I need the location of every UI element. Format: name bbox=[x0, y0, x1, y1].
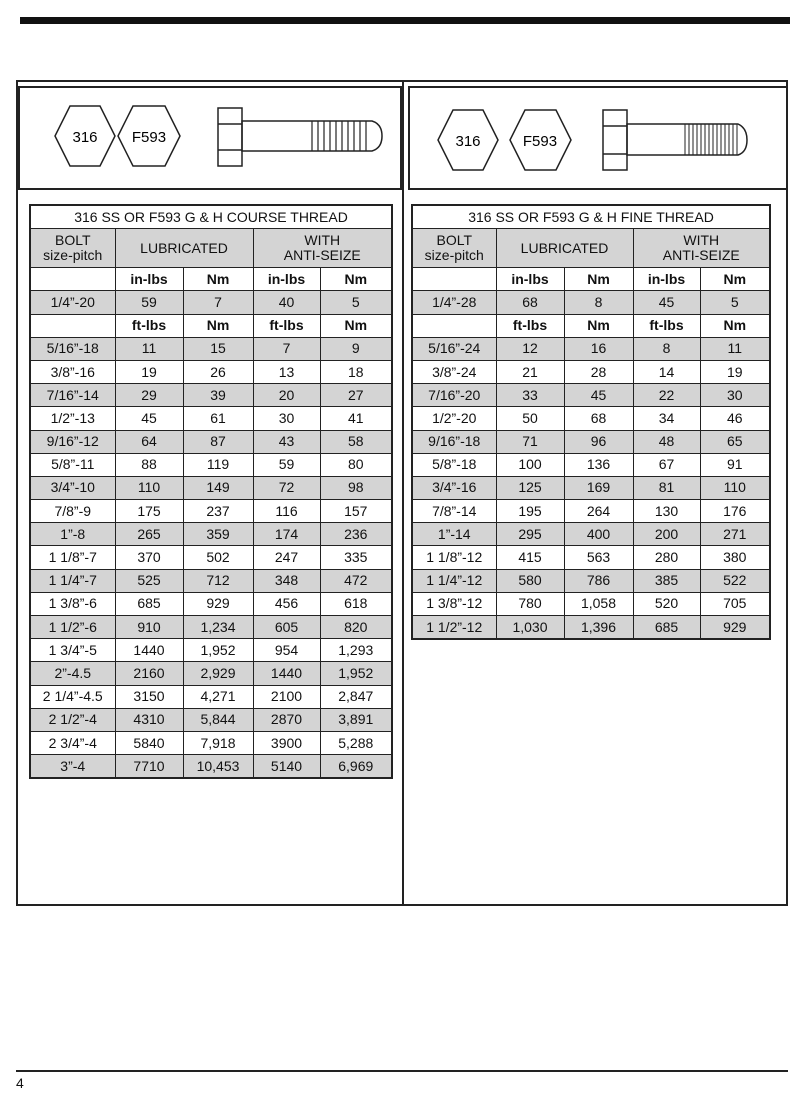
bolt-size-cell: 5/8”-18 bbox=[412, 453, 496, 476]
value-cell: 30 bbox=[700, 384, 770, 407]
bolt-size-cell: 5/16”-18 bbox=[30, 337, 115, 360]
bolt-size-cell: 1”-14 bbox=[412, 523, 496, 546]
value-cell: 10,453 bbox=[183, 755, 253, 779]
fine-thread-table bbox=[411, 204, 771, 640]
bolt-size-cell: 2 1/2”-4 bbox=[30, 708, 115, 731]
value-cell: 400 bbox=[564, 523, 633, 546]
bolt-size-cell: 1 1/2”-12 bbox=[412, 616, 496, 640]
value-cell: 264 bbox=[564, 500, 633, 523]
bolt-size-cell: 1/4”-20 bbox=[30, 291, 115, 314]
bolt-size-cell: 1 3/4”-5 bbox=[30, 639, 115, 662]
value-cell: 929 bbox=[183, 592, 253, 615]
table-row bbox=[30, 569, 392, 592]
value-cell: 1440 bbox=[253, 662, 320, 685]
value-cell: 87 bbox=[183, 430, 253, 453]
table-row bbox=[30, 731, 392, 754]
bolt-size-cell: 5/16”-24 bbox=[412, 337, 496, 360]
value-cell: 65 bbox=[700, 430, 770, 453]
value-cell: 522 bbox=[700, 569, 770, 592]
value-cell: 618 bbox=[320, 592, 392, 615]
value-cell: 3900 bbox=[253, 731, 320, 754]
value-cell: 45 bbox=[633, 291, 700, 314]
bolt-size-cell: 2 1/4”-4.5 bbox=[30, 685, 115, 708]
value-cell: 5140 bbox=[253, 755, 320, 779]
value-cell: 71 bbox=[496, 430, 564, 453]
value-cell: 16 bbox=[564, 337, 633, 360]
value-cell: 5 bbox=[700, 291, 770, 314]
value-cell: 34 bbox=[633, 407, 700, 430]
value-cell: 67 bbox=[633, 453, 700, 476]
bolt-size-cell: 1 3/8”-6 bbox=[30, 592, 115, 615]
fine-thread-diagram bbox=[408, 86, 788, 190]
bolt-size-cell: 1 1/2”-6 bbox=[30, 616, 115, 639]
value-cell: 116 bbox=[253, 500, 320, 523]
value-cell: 5,844 bbox=[183, 708, 253, 731]
value-cell: 195 bbox=[496, 500, 564, 523]
value-cell: 7,918 bbox=[183, 731, 253, 754]
value-cell: 81 bbox=[633, 476, 700, 499]
table-row bbox=[30, 708, 392, 731]
value-cell: 88 bbox=[115, 453, 183, 476]
table-row bbox=[30, 476, 392, 499]
value-cell: 1,030 bbox=[496, 616, 564, 640]
units-row-small bbox=[412, 268, 770, 291]
value-cell: 7 bbox=[183, 291, 253, 314]
value-cell: 80 bbox=[320, 453, 392, 476]
top-rule bbox=[20, 17, 790, 24]
table-row bbox=[30, 523, 392, 546]
value-cell: 26 bbox=[183, 360, 253, 383]
fine-thread-lines-icon bbox=[685, 124, 737, 155]
value-cell: 19 bbox=[115, 360, 183, 383]
value-cell: 96 bbox=[564, 430, 633, 453]
table-row bbox=[412, 523, 770, 546]
value-cell: 7710 bbox=[115, 755, 183, 779]
table-row bbox=[30, 430, 392, 453]
bolt-size-cell: 1 3/8”-12 bbox=[412, 592, 496, 615]
value-cell: 2870 bbox=[253, 708, 320, 731]
unit-cell: Nm bbox=[564, 314, 633, 337]
bolt-size-cell: 3”-4 bbox=[30, 755, 115, 779]
value-cell: 335 bbox=[320, 546, 392, 569]
bolt-size-cell: 7/8”-9 bbox=[30, 500, 115, 523]
value-cell: 11 bbox=[700, 337, 770, 360]
value-cell: 380 bbox=[700, 546, 770, 569]
value-cell: 502 bbox=[183, 546, 253, 569]
value-cell: 2100 bbox=[253, 685, 320, 708]
table-row bbox=[412, 500, 770, 523]
table-row bbox=[412, 430, 770, 453]
value-cell: 237 bbox=[183, 500, 253, 523]
value-cell: 136 bbox=[564, 453, 633, 476]
value-cell: 18 bbox=[320, 360, 392, 383]
bolt-size-cell: 1/2”-20 bbox=[412, 407, 496, 430]
value-cell: 100 bbox=[496, 453, 564, 476]
value-cell: 45 bbox=[115, 407, 183, 430]
value-cell: 6,969 bbox=[320, 755, 392, 779]
value-cell: 929 bbox=[700, 616, 770, 640]
value-cell: 15 bbox=[183, 337, 253, 360]
value-cell: 98 bbox=[320, 476, 392, 499]
value-cell: 2160 bbox=[115, 662, 183, 685]
value-cell: 820 bbox=[320, 616, 392, 639]
value-cell: 5 bbox=[320, 291, 392, 314]
bolt-size-cell: 7/8”-14 bbox=[412, 500, 496, 523]
value-cell: 110 bbox=[115, 476, 183, 499]
bolt-size-header: BOLT size-pitch bbox=[412, 229, 496, 268]
value-cell: 4310 bbox=[115, 708, 183, 731]
value-cell: 43 bbox=[253, 430, 320, 453]
value-cell: 41 bbox=[320, 407, 392, 430]
value-cell: 247 bbox=[253, 546, 320, 569]
value-cell: 19 bbox=[700, 360, 770, 383]
value-cell: 21 bbox=[496, 360, 564, 383]
table-row bbox=[30, 500, 392, 523]
value-cell: 176 bbox=[700, 500, 770, 523]
value-cell: 1,234 bbox=[183, 616, 253, 639]
value-cell: 59 bbox=[253, 453, 320, 476]
fine-data-rows bbox=[412, 337, 770, 639]
bolt-size-cell: 7/16”-20 bbox=[412, 384, 496, 407]
value-cell: 786 bbox=[564, 569, 633, 592]
unit-cell: in-lbs bbox=[633, 268, 700, 291]
value-cell: 61 bbox=[183, 407, 253, 430]
value-cell: 2,929 bbox=[183, 662, 253, 685]
coarse-data-rows bbox=[30, 337, 392, 778]
bolt-size-cell: 7/16”-14 bbox=[30, 384, 115, 407]
value-cell: 130 bbox=[633, 500, 700, 523]
value-cell: 14 bbox=[633, 360, 700, 383]
units-row-small bbox=[30, 268, 392, 291]
value-cell: 3150 bbox=[115, 685, 183, 708]
footer-rule bbox=[16, 1070, 788, 1072]
value-cell: 11 bbox=[115, 337, 183, 360]
value-cell: 22 bbox=[633, 384, 700, 407]
table-row bbox=[412, 384, 770, 407]
value-cell: 8 bbox=[564, 291, 633, 314]
value-cell: 4,271 bbox=[183, 685, 253, 708]
table-row bbox=[30, 546, 392, 569]
value-cell: 1,952 bbox=[183, 639, 253, 662]
value-cell: 110 bbox=[700, 476, 770, 499]
value-cell: 271 bbox=[700, 523, 770, 546]
value-cell: 359 bbox=[183, 523, 253, 546]
table-row bbox=[412, 407, 770, 430]
unit-cell: Nm bbox=[320, 268, 392, 291]
value-cell: 385 bbox=[633, 569, 700, 592]
unit-cell: ft-lbs bbox=[253, 314, 320, 337]
value-cell: 780 bbox=[496, 592, 564, 615]
lubricated-header: LUBRICATED bbox=[115, 229, 253, 268]
bolt-size-cell: 3/8”-16 bbox=[30, 360, 115, 383]
value-cell: 59 bbox=[115, 291, 183, 314]
value-cell: 46 bbox=[700, 407, 770, 430]
value-cell: 58 bbox=[320, 430, 392, 453]
units-row-large bbox=[412, 314, 770, 337]
value-cell: 64 bbox=[115, 430, 183, 453]
bolt-size-cell: 5/8”-11 bbox=[30, 453, 115, 476]
unit-cell: Nm bbox=[700, 314, 770, 337]
unit-cell: Nm bbox=[564, 268, 633, 291]
value-cell: 1,952 bbox=[320, 662, 392, 685]
value-cell: 580 bbox=[496, 569, 564, 592]
unit-cell: ft-lbs bbox=[496, 314, 564, 337]
table-row bbox=[412, 291, 770, 314]
value-cell: 8 bbox=[633, 337, 700, 360]
column-divider bbox=[402, 80, 404, 906]
bolt-size-cell: 2 3/4”-4 bbox=[30, 731, 115, 754]
value-cell: 712 bbox=[183, 569, 253, 592]
bolt-size-cell: 3/8”-24 bbox=[412, 360, 496, 383]
value-cell: 13 bbox=[253, 360, 320, 383]
unit-cell: Nm bbox=[320, 314, 392, 337]
value-cell: 149 bbox=[183, 476, 253, 499]
value-cell: 2,847 bbox=[320, 685, 392, 708]
value-cell: 29 bbox=[115, 384, 183, 407]
table-row bbox=[412, 360, 770, 383]
table-row bbox=[412, 546, 770, 569]
value-cell: 50 bbox=[496, 407, 564, 430]
value-cell: 295 bbox=[496, 523, 564, 546]
value-cell: 68 bbox=[496, 291, 564, 314]
table-row bbox=[30, 685, 392, 708]
coarse-thread-table bbox=[29, 204, 393, 779]
value-cell: 12 bbox=[496, 337, 564, 360]
value-cell: 280 bbox=[633, 546, 700, 569]
table-row bbox=[30, 337, 392, 360]
head-label-316: 316 bbox=[72, 129, 98, 146]
bolt-size-cell: 2”-4.5 bbox=[30, 662, 115, 685]
value-cell: 370 bbox=[115, 546, 183, 569]
table-row bbox=[30, 616, 392, 639]
value-cell: 20 bbox=[253, 384, 320, 407]
value-cell: 605 bbox=[253, 616, 320, 639]
value-cell: 119 bbox=[183, 453, 253, 476]
bolt-size-cell: 1 1/4”-7 bbox=[30, 569, 115, 592]
value-cell: 27 bbox=[320, 384, 392, 407]
page-number: 4 bbox=[16, 1075, 24, 1091]
table-row bbox=[30, 291, 392, 314]
value-cell: 125 bbox=[496, 476, 564, 499]
value-cell: 33 bbox=[496, 384, 564, 407]
table-row bbox=[412, 592, 770, 615]
table-row bbox=[30, 360, 392, 383]
table-row bbox=[412, 616, 770, 640]
value-cell: 169 bbox=[564, 476, 633, 499]
value-cell: 39 bbox=[183, 384, 253, 407]
bolt-side-view-icon bbox=[218, 108, 382, 166]
bolt-size-cell: 3/4”-10 bbox=[30, 476, 115, 499]
table-title: 316 SS OR F593 G & H COURSE THREAD bbox=[30, 205, 392, 229]
bolt-size-cell: 1/2”-13 bbox=[30, 407, 115, 430]
value-cell: 1,396 bbox=[564, 616, 633, 640]
value-cell: 685 bbox=[633, 616, 700, 640]
value-cell: 236 bbox=[320, 523, 392, 546]
value-cell: 174 bbox=[253, 523, 320, 546]
bolt-size-cell: 1 1/4”-12 bbox=[412, 569, 496, 592]
value-cell: 954 bbox=[253, 639, 320, 662]
value-cell: 30 bbox=[253, 407, 320, 430]
unit-cell: in-lbs bbox=[496, 268, 564, 291]
bolt-size-header: BOLT size-pitch bbox=[30, 229, 115, 268]
value-cell: 48 bbox=[633, 430, 700, 453]
value-cell: 40 bbox=[253, 291, 320, 314]
bolt-size-cell: 1 1/8”-12 bbox=[412, 546, 496, 569]
bolt-size-cell: 1”-8 bbox=[30, 523, 115, 546]
anti-seize-header: WITH ANTI-SEIZE bbox=[633, 229, 770, 268]
unit-cell: in-lbs bbox=[253, 268, 320, 291]
table-row bbox=[30, 453, 392, 476]
value-cell: 72 bbox=[253, 476, 320, 499]
value-cell: 5,288 bbox=[320, 731, 392, 754]
value-cell: 1440 bbox=[115, 639, 183, 662]
value-cell: 456 bbox=[253, 592, 320, 615]
units-row-large bbox=[30, 314, 392, 337]
table-row bbox=[412, 476, 770, 499]
value-cell: 910 bbox=[115, 616, 183, 639]
table-row bbox=[30, 407, 392, 430]
table-row bbox=[412, 569, 770, 592]
value-cell: 1,058 bbox=[564, 592, 633, 615]
value-cell: 525 bbox=[115, 569, 183, 592]
value-cell: 685 bbox=[115, 592, 183, 615]
table-row bbox=[412, 337, 770, 360]
value-cell: 45 bbox=[564, 384, 633, 407]
bolt-size-cell: 9/16”-18 bbox=[412, 430, 496, 453]
value-cell: 91 bbox=[700, 453, 770, 476]
value-cell: 175 bbox=[115, 500, 183, 523]
value-cell: 563 bbox=[564, 546, 633, 569]
value-cell: 3,891 bbox=[320, 708, 392, 731]
unit-cell: in-lbs bbox=[115, 268, 183, 291]
unit-cell: Nm bbox=[183, 314, 253, 337]
bolt-size-cell: 1 1/8”-7 bbox=[30, 546, 115, 569]
bolt-size-cell: 3/4”-16 bbox=[412, 476, 496, 499]
table-row bbox=[30, 662, 392, 685]
value-cell: 520 bbox=[633, 592, 700, 615]
value-cell: 1,293 bbox=[320, 639, 392, 662]
value-cell: 415 bbox=[496, 546, 564, 569]
unit-cell: ft-lbs bbox=[633, 314, 700, 337]
value-cell: 472 bbox=[320, 569, 392, 592]
value-cell: 28 bbox=[564, 360, 633, 383]
coarse-thread-diagram bbox=[18, 86, 402, 190]
value-cell: 7 bbox=[253, 337, 320, 360]
coarse-bolt-illustration bbox=[20, 88, 404, 192]
value-cell: 5840 bbox=[115, 731, 183, 754]
value-cell: 265 bbox=[115, 523, 183, 546]
table-row bbox=[30, 384, 392, 407]
value-cell: 348 bbox=[253, 569, 320, 592]
head-label-f593: F593 bbox=[522, 133, 558, 150]
value-cell: 68 bbox=[564, 407, 633, 430]
lubricated-header: LUBRICATED bbox=[496, 229, 633, 268]
table-row bbox=[30, 639, 392, 662]
bolt-size-cell: 9/16”-12 bbox=[30, 430, 115, 453]
value-cell: 157 bbox=[320, 500, 392, 523]
value-cell: 200 bbox=[633, 523, 700, 546]
value-cell: 705 bbox=[700, 592, 770, 615]
anti-seize-header: WITH ANTI-SEIZE bbox=[253, 229, 392, 268]
table-title: 316 SS OR F593 G & H FINE THREAD bbox=[412, 205, 770, 229]
table-row bbox=[30, 755, 392, 779]
fine-bolt-illustration bbox=[410, 88, 790, 192]
unit-cell: Nm bbox=[700, 268, 770, 291]
coarse-thread-lines-icon bbox=[312, 121, 366, 151]
bolt-size-cell: 1/4”-28 bbox=[412, 291, 496, 314]
unit-cell: ft-lbs bbox=[115, 314, 183, 337]
table-row bbox=[30, 592, 392, 615]
head-label-f593: F593 bbox=[131, 129, 167, 146]
unit-cell: Nm bbox=[183, 268, 253, 291]
table-row bbox=[412, 453, 770, 476]
head-label-316: 316 bbox=[455, 133, 481, 150]
value-cell: 9 bbox=[320, 337, 392, 360]
